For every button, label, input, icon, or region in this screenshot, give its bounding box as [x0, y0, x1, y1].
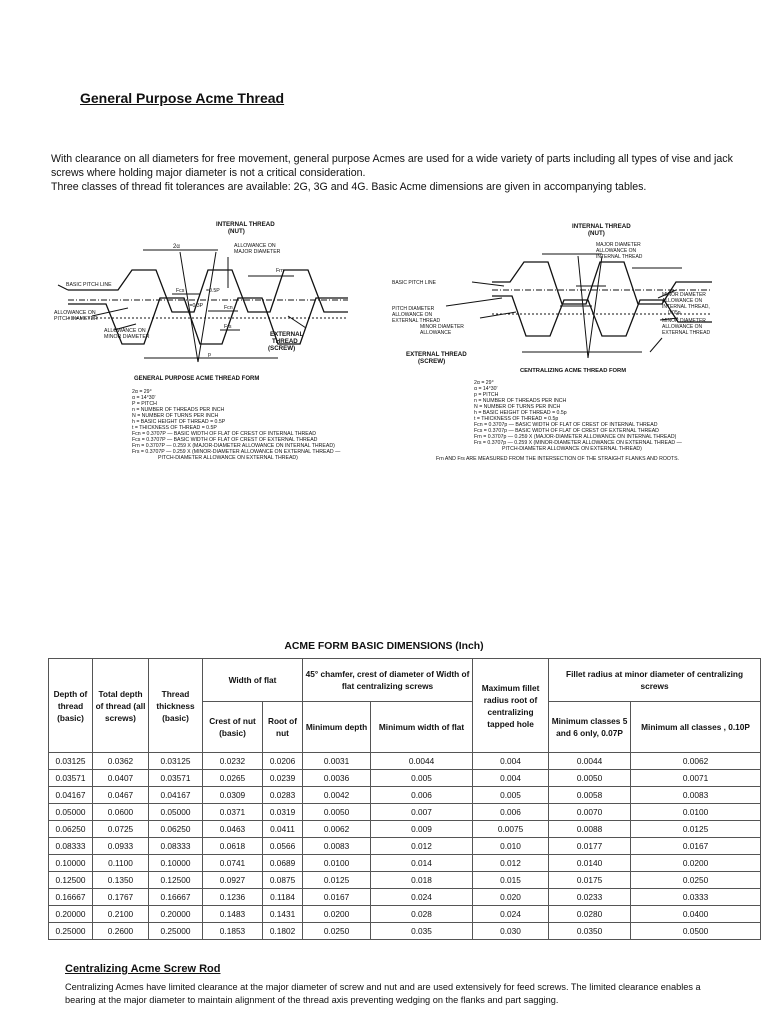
table-row	[49, 838, 761, 855]
table-cell: 0.0071	[631, 770, 761, 787]
fig-right-pitch-1: PITCH DIAMETER	[392, 306, 435, 312]
header-depth: Depth of thread (basic)	[49, 659, 93, 753]
table-cell: 0.0500	[631, 923, 761, 940]
header-total-depth: Total depth of thread (all screws)	[93, 659, 149, 753]
table-cell: 0.0044	[371, 753, 473, 770]
table-cell: 0.06250	[149, 821, 203, 838]
section-heading-centralizing: Centralizing Acme Screw Rod	[65, 963, 221, 975]
header-crest-nut: Crest of nut (basic)	[203, 702, 263, 753]
fig-right-minor-1: MINOR DIAMETER	[420, 324, 464, 330]
table-cell: 0.0070	[549, 804, 631, 821]
fig-right-legend-8: Fcs = 0.3707p — BASIC WIDTH OF FLAT OF CREST OF EXTERNAL THREAD	[474, 428, 659, 434]
table-cell: 0.0725	[93, 821, 149, 838]
table-cell: 0.028	[371, 906, 473, 923]
fig-right-rminor2-3: EXTERNAL THREAD	[662, 330, 711, 336]
table-cell: 0.25000	[149, 923, 203, 940]
table-cell: 0.0875	[263, 872, 303, 889]
fig-right-internal-label: INTERNAL THREAD	[572, 223, 631, 230]
table-cell: 0.0167	[631, 838, 761, 855]
table-cell: 0.03125	[149, 753, 203, 770]
fig-left-legend-10: Frs = 0.3707P — 0.259 X (MINOR-DIAMETER ALLOWANCE ON EXTERNAL THREAD —	[132, 449, 341, 455]
table-cell: 0.006	[473, 804, 549, 821]
table-cell: 0.20000	[149, 906, 203, 923]
fig-left-allow-minor-2: MINOR DIAMETER	[104, 334, 150, 340]
fig-right-pitch-2: ALLOWANCE ON	[392, 312, 433, 318]
table-cell: 0.0125	[631, 821, 761, 838]
fig-left-fcs-label: Fcs	[176, 288, 185, 294]
table-row	[49, 889, 761, 906]
fig-left-frn-label: Frn	[276, 268, 284, 274]
table-header-row	[49, 659, 761, 702]
fig-right-rminor2-2: ALLOWANCE ON	[662, 324, 703, 330]
table-cell: 0.06250	[49, 821, 93, 838]
table-cell: 0.0058	[549, 787, 631, 804]
fig-right-basic-pitch-label: BASIC PITCH LINE	[392, 280, 436, 286]
fig-right-external-label: EXTERNAL THREAD	[406, 351, 467, 358]
table-cell: 0.1184	[263, 889, 303, 906]
table-cell: 0.10000	[149, 855, 203, 872]
header-root-nut: Root of nut	[263, 702, 303, 753]
table-cell: 0.0283	[263, 787, 303, 804]
table-cell: 0.0200	[631, 855, 761, 872]
table-cell: 0.0100	[303, 855, 371, 872]
fig-right-legend-1: α = 14°30'	[474, 386, 498, 392]
table-cell: 0.0083	[303, 838, 371, 855]
fig-right-legend-0: 2α = 29°	[474, 380, 494, 386]
table-cell: 0.024	[473, 906, 549, 923]
fig-left-legend-9: Frn = 0.3707P — 0.259 X (MAJOR-DIAMETER ALLOWANCE ON INTERNAL THREAD)	[132, 443, 335, 449]
table-row	[49, 821, 761, 838]
fig-left-allow-pitch-2: PITCH DIAMETER	[54, 316, 98, 322]
table-cell: 0.16667	[49, 889, 93, 906]
header-min-width: Minimum width of flat	[371, 702, 473, 753]
table-cell: 0.0250	[631, 872, 761, 889]
table-cell: 0.0206	[263, 753, 303, 770]
table-cell: 0.03571	[49, 770, 93, 787]
table-cell: 0.0062	[303, 821, 371, 838]
table-cell: 0.1236	[203, 889, 263, 906]
fig-left-allow-major-1: ALLOWANCE ON	[234, 243, 276, 249]
header-chamfer: 45° chamfer, crest of diameter of Width of flat centralizing screws	[303, 659, 473, 702]
table-cell: 0.0125	[303, 872, 371, 889]
fig-left-allow-major-2: MAJOR DIAMETER	[234, 249, 281, 255]
table-row	[49, 770, 761, 787]
fig-right-major-2: ALLOWANCE ON	[596, 248, 637, 254]
table-cell: 0.2600	[93, 923, 149, 940]
fig-left-fcn-label: Fcn	[224, 305, 233, 311]
table-cell: 0.0050	[549, 770, 631, 787]
fig-left-nut-label: (NUT)	[228, 228, 245, 235]
fig-left-03p-label: t=0.3P	[188, 303, 204, 309]
table-cell: 0.1350	[93, 872, 149, 889]
fig-left-thread-label: THREAD	[272, 338, 298, 345]
table-cell: 0.012	[371, 838, 473, 855]
table-cell: 0.0177	[549, 838, 631, 855]
table-cell: 0.0200	[303, 906, 371, 923]
fig-left-caption: GENERAL PURPOSE ACME THREAD FORM	[134, 376, 260, 382]
table-cell: 0.009	[371, 821, 473, 838]
table-cell: 0.004	[473, 770, 549, 787]
table-cell: 0.0309	[203, 787, 263, 804]
table-cell: 0.0463	[203, 821, 263, 838]
table-cell: 0.0467	[93, 787, 149, 804]
table-cell: 0.018	[371, 872, 473, 889]
table-cell: 0.0250	[303, 923, 371, 940]
fig-left-legend-5: h = BASIC HEIGHT OF THREAD = 0.5P	[132, 419, 226, 425]
header-min-depth: Minimum depth	[303, 702, 371, 753]
section-body-centralizing: Centralizing Acmes have limited clearance at the major diameter of screw and nut and are used extensively for feed screws. The limited clearance enables a bearing at the major diameter to maintain alignment of the thread axis preventing wedging on the flanks and part sagging.	[65, 982, 701, 1005]
fig-left-legend-0: 2α = 29°	[132, 389, 152, 395]
intro-paragraph-2: Three classes of thread fit tolerances are available: 2G, 3G and 4G. Basic Acme dimensions are given in accompanying tables.	[51, 181, 647, 193]
table-row	[49, 906, 761, 923]
table-cell: 0.0319	[263, 804, 303, 821]
table-cell: 0.20000	[49, 906, 93, 923]
header-thickness: Thread thickness (basic)	[149, 659, 203, 753]
table-title: ACME FORM BASIC DIMENSIONS (Inch)	[284, 641, 484, 652]
table-cell: 0.0689	[263, 855, 303, 872]
fig-right-rminor-2: ALLOWANCE ON	[662, 298, 703, 304]
fig-left-screw-label: (SCREW)	[268, 345, 296, 352]
table-cell: 0.012	[473, 855, 549, 872]
table-row	[49, 855, 761, 872]
table-cell: 0.0280	[549, 906, 631, 923]
fig-left-basic-pitch-label: BASIC PITCH LINE	[66, 282, 112, 288]
fig-left-2a-label: 2α	[173, 244, 180, 250]
fig-left-external-label: EXTERNAL	[270, 331, 304, 338]
table-cell: 0.08333	[149, 838, 203, 855]
fig-left-legend-6: t = THICKNESS OF THREAD = 0.5P	[132, 425, 217, 431]
table-cell: 0.0600	[93, 804, 149, 821]
table-row	[49, 787, 761, 804]
table-cell: 0.0232	[203, 753, 263, 770]
table-cell: 0.0618	[203, 838, 263, 855]
table-cell: 0.0083	[631, 787, 761, 804]
table-cell: 0.03125	[49, 753, 93, 770]
table-cell: 0.0265	[203, 770, 263, 787]
table-cell: 0.0371	[203, 804, 263, 821]
fig-right-legend-10: Frs = 0.3707p — 0.259 X (MINOR-DIAMETER ALLOWANCE ON EXTERNAL THREAD —	[474, 440, 682, 446]
table-cell: 0.0167	[303, 889, 371, 906]
table-cell: 0.024	[371, 889, 473, 906]
table-cell: 0.0333	[631, 889, 761, 906]
fig-right-legend-5: h = BASIC HEIGHT OF THREAD = 0.5p	[474, 410, 567, 416]
table-cell: 0.0927	[203, 872, 263, 889]
fig-left-legend-8: Fcs = 0.3707P — BASIC WIDTH OF FLAT OF CREST OF EXTERNAL THREAD	[132, 437, 318, 443]
fig-left-legend-7: Fcn = 0.3707P — BASIC WIDTH OF FLAT OF CREST OF INTERNAL THREAD	[132, 431, 316, 437]
table-cell: 0.0350	[549, 923, 631, 940]
fig-left-allow-minor-1: ALLOWANCE ON	[104, 328, 146, 334]
fig-right-pitch-3: EXTERNAL THREAD	[392, 318, 441, 324]
acme-dimensions-table	[48, 658, 761, 940]
intro-text	[51, 152, 763, 194]
table-cell: 0.0036	[303, 770, 371, 787]
fig-left-allow-pitch-1: ALLOWANCE ON	[54, 310, 96, 316]
fig-right-rminor2-1: MINOR DIAMETER	[662, 318, 706, 324]
table-cell: 0.0044	[549, 753, 631, 770]
general-purpose-thread-diagram	[48, 212, 366, 478]
table-cell: 0.0933	[93, 838, 149, 855]
fig-right-nut-label: (NUT)	[588, 230, 605, 237]
header-max-fillet: Maximum fillet radius root of centralizing tapped hole	[473, 659, 549, 753]
table-cell: 0.0031	[303, 753, 371, 770]
fig-left-frs-label: Frs	[224, 324, 232, 330]
table-cell: 0.1767	[93, 889, 149, 906]
table-cell: 0.0239	[263, 770, 303, 787]
header-width-flat: Width of flat	[203, 659, 303, 702]
table-cell: 0.16667	[149, 889, 203, 906]
table-cell: 0.0042	[303, 787, 371, 804]
table-cell: 0.014	[371, 855, 473, 872]
intro-paragraph-1: With clearance on all diameters for free movement, general purpose Acmes are used for a wide variety of parts including all types of vise and jack screws where holding major diameter is not a critical consideration.	[51, 153, 733, 179]
table-cell: 0.0088	[549, 821, 631, 838]
table-cell: 0.10000	[49, 855, 93, 872]
fig-left-legend-4: N = NUMBER OF TURNS PER INCH	[132, 413, 219, 419]
table-cell: 0.010	[473, 838, 549, 855]
table-cell: 0.03571	[149, 770, 203, 787]
table-cell: 0.1100	[93, 855, 149, 872]
fig-right-legend-11: PITCH-DIAMETER ALLOWANCE ON EXTERNAL THREAD)	[502, 446, 642, 452]
table-body	[49, 753, 761, 940]
fig-left-legend-11: PITCH-DIAMETER ALLOWANCE ON EXTERNAL THREAD)	[158, 455, 298, 461]
table-cell: 0.0233	[549, 889, 631, 906]
fig-left-legend-2: P = PITCH	[132, 401, 157, 407]
fig-left-legend-1: α = 14°30'	[132, 395, 156, 401]
table-cell: 0.020	[473, 889, 549, 906]
fig-right-caption: CENTRALIZING ACME THREAD FORM	[520, 368, 627, 374]
table-cell: 0.005	[371, 770, 473, 787]
fig-right-screw-label: (SCREW)	[418, 358, 446, 365]
table-row	[49, 753, 761, 770]
table-row	[49, 923, 761, 940]
fig-right-major-1: MAJOR DIAMETER	[596, 242, 641, 248]
fig-right-rminor-1: MINOR DIAMETER	[662, 292, 706, 298]
header-min-classes: Minimum classes 5 and 6 only, 0.07P	[549, 702, 631, 753]
table-cell: 0.0075	[473, 821, 549, 838]
fig-right-rminor-3: INTERNAL THREAD,	[662, 304, 710, 310]
table-cell: 0.0100	[631, 804, 761, 821]
table-cell: 0.0566	[263, 838, 303, 855]
centralizing-thread-figure	[392, 218, 722, 476]
fig-right-legend-3: n = NUMBER OF THREADS PER INCH	[474, 398, 567, 404]
fig-right-legend-9: Frn = 0.3707p — 0.259 X (MAJOR-DIAMETER ALLOWANCE ON INTERNAL THREAD)	[474, 434, 677, 440]
table-cell: 0.005	[473, 787, 549, 804]
table-cell: 0.0050	[303, 804, 371, 821]
table-cell: 0.030	[473, 923, 549, 940]
table-cell: 0.04167	[149, 787, 203, 804]
table-cell: 0.1483	[203, 906, 263, 923]
table-cell: 0.006	[371, 787, 473, 804]
table-cell: 0.0741	[203, 855, 263, 872]
table-cell: 0.04167	[49, 787, 93, 804]
fig-left-p-label: p	[208, 352, 211, 358]
table-cell: 0.2100	[93, 906, 149, 923]
table-cell: 0.12500	[149, 872, 203, 889]
table-cell: 0.015	[473, 872, 549, 889]
table-cell: 0.25000	[49, 923, 93, 940]
centralizing-thread-diagram	[392, 218, 722, 476]
table-cell: 0.035	[371, 923, 473, 940]
table-cell: 0.0362	[93, 753, 149, 770]
header-fillet-minor: Fillet radius at minor diameter of centralizing screws	[549, 659, 761, 702]
table-cell: 0.0062	[631, 753, 761, 770]
table-cell: 0.0400	[631, 906, 761, 923]
table-cell: 0.1431	[263, 906, 303, 923]
fig-right-minor-2: ALLOWANCE	[420, 330, 452, 336]
fig-right-rminor-4: 0.05p	[668, 310, 681, 316]
general-purpose-thread-figure	[48, 212, 366, 478]
fig-right-legend-2: p = PITCH	[474, 392, 499, 398]
table-cell: 0.0407	[93, 770, 149, 787]
fig-left-internal-label: INTERNAL THREAD	[216, 221, 275, 228]
header-min-all: Minimum all classes , 0.10P	[631, 702, 761, 753]
table-cell: 0.05000	[149, 804, 203, 821]
table-cell: 0.004	[473, 753, 549, 770]
table-cell: 0.08333	[49, 838, 93, 855]
table-cell: 0.05000	[49, 804, 93, 821]
fig-right-legend-12: Frn AND Frs ARE MEASURED FROM THE INTERSECTION OF THE STRAIGHT FLANKS AND ROOTS.	[436, 456, 679, 462]
table-cell: 0.1802	[263, 923, 303, 940]
table-cell: 0.12500	[49, 872, 93, 889]
fig-right-legend-7: Fcn = 0.3707p — BASIC WIDTH OF FLAT OF CREST OF INTERNAL THREAD	[474, 422, 658, 428]
fig-left-05p-label: =0.5P	[206, 288, 220, 294]
fig-right-legend-6: t = THICKNESS OF THREAD = 0.5p	[474, 416, 559, 422]
fig-left-legend-3: n = NUMBER OF THREADS PER INCH	[132, 407, 225, 413]
table-cell: 0.0140	[549, 855, 631, 872]
fig-right-legend-4: N = NUMBER OF TURNS PER INCH	[474, 404, 561, 410]
table-cell: 0.0411	[263, 821, 303, 838]
fig-right-major-3: INTERNAL THREAD	[596, 254, 643, 260]
table-cell: 0.1853	[203, 923, 263, 940]
table-row	[49, 872, 761, 889]
page-title: General Purpose Acme Thread	[80, 90, 285, 106]
table-cell: 0.0175	[549, 872, 631, 889]
table-cell: 0.007	[371, 804, 473, 821]
table-row	[49, 804, 761, 821]
